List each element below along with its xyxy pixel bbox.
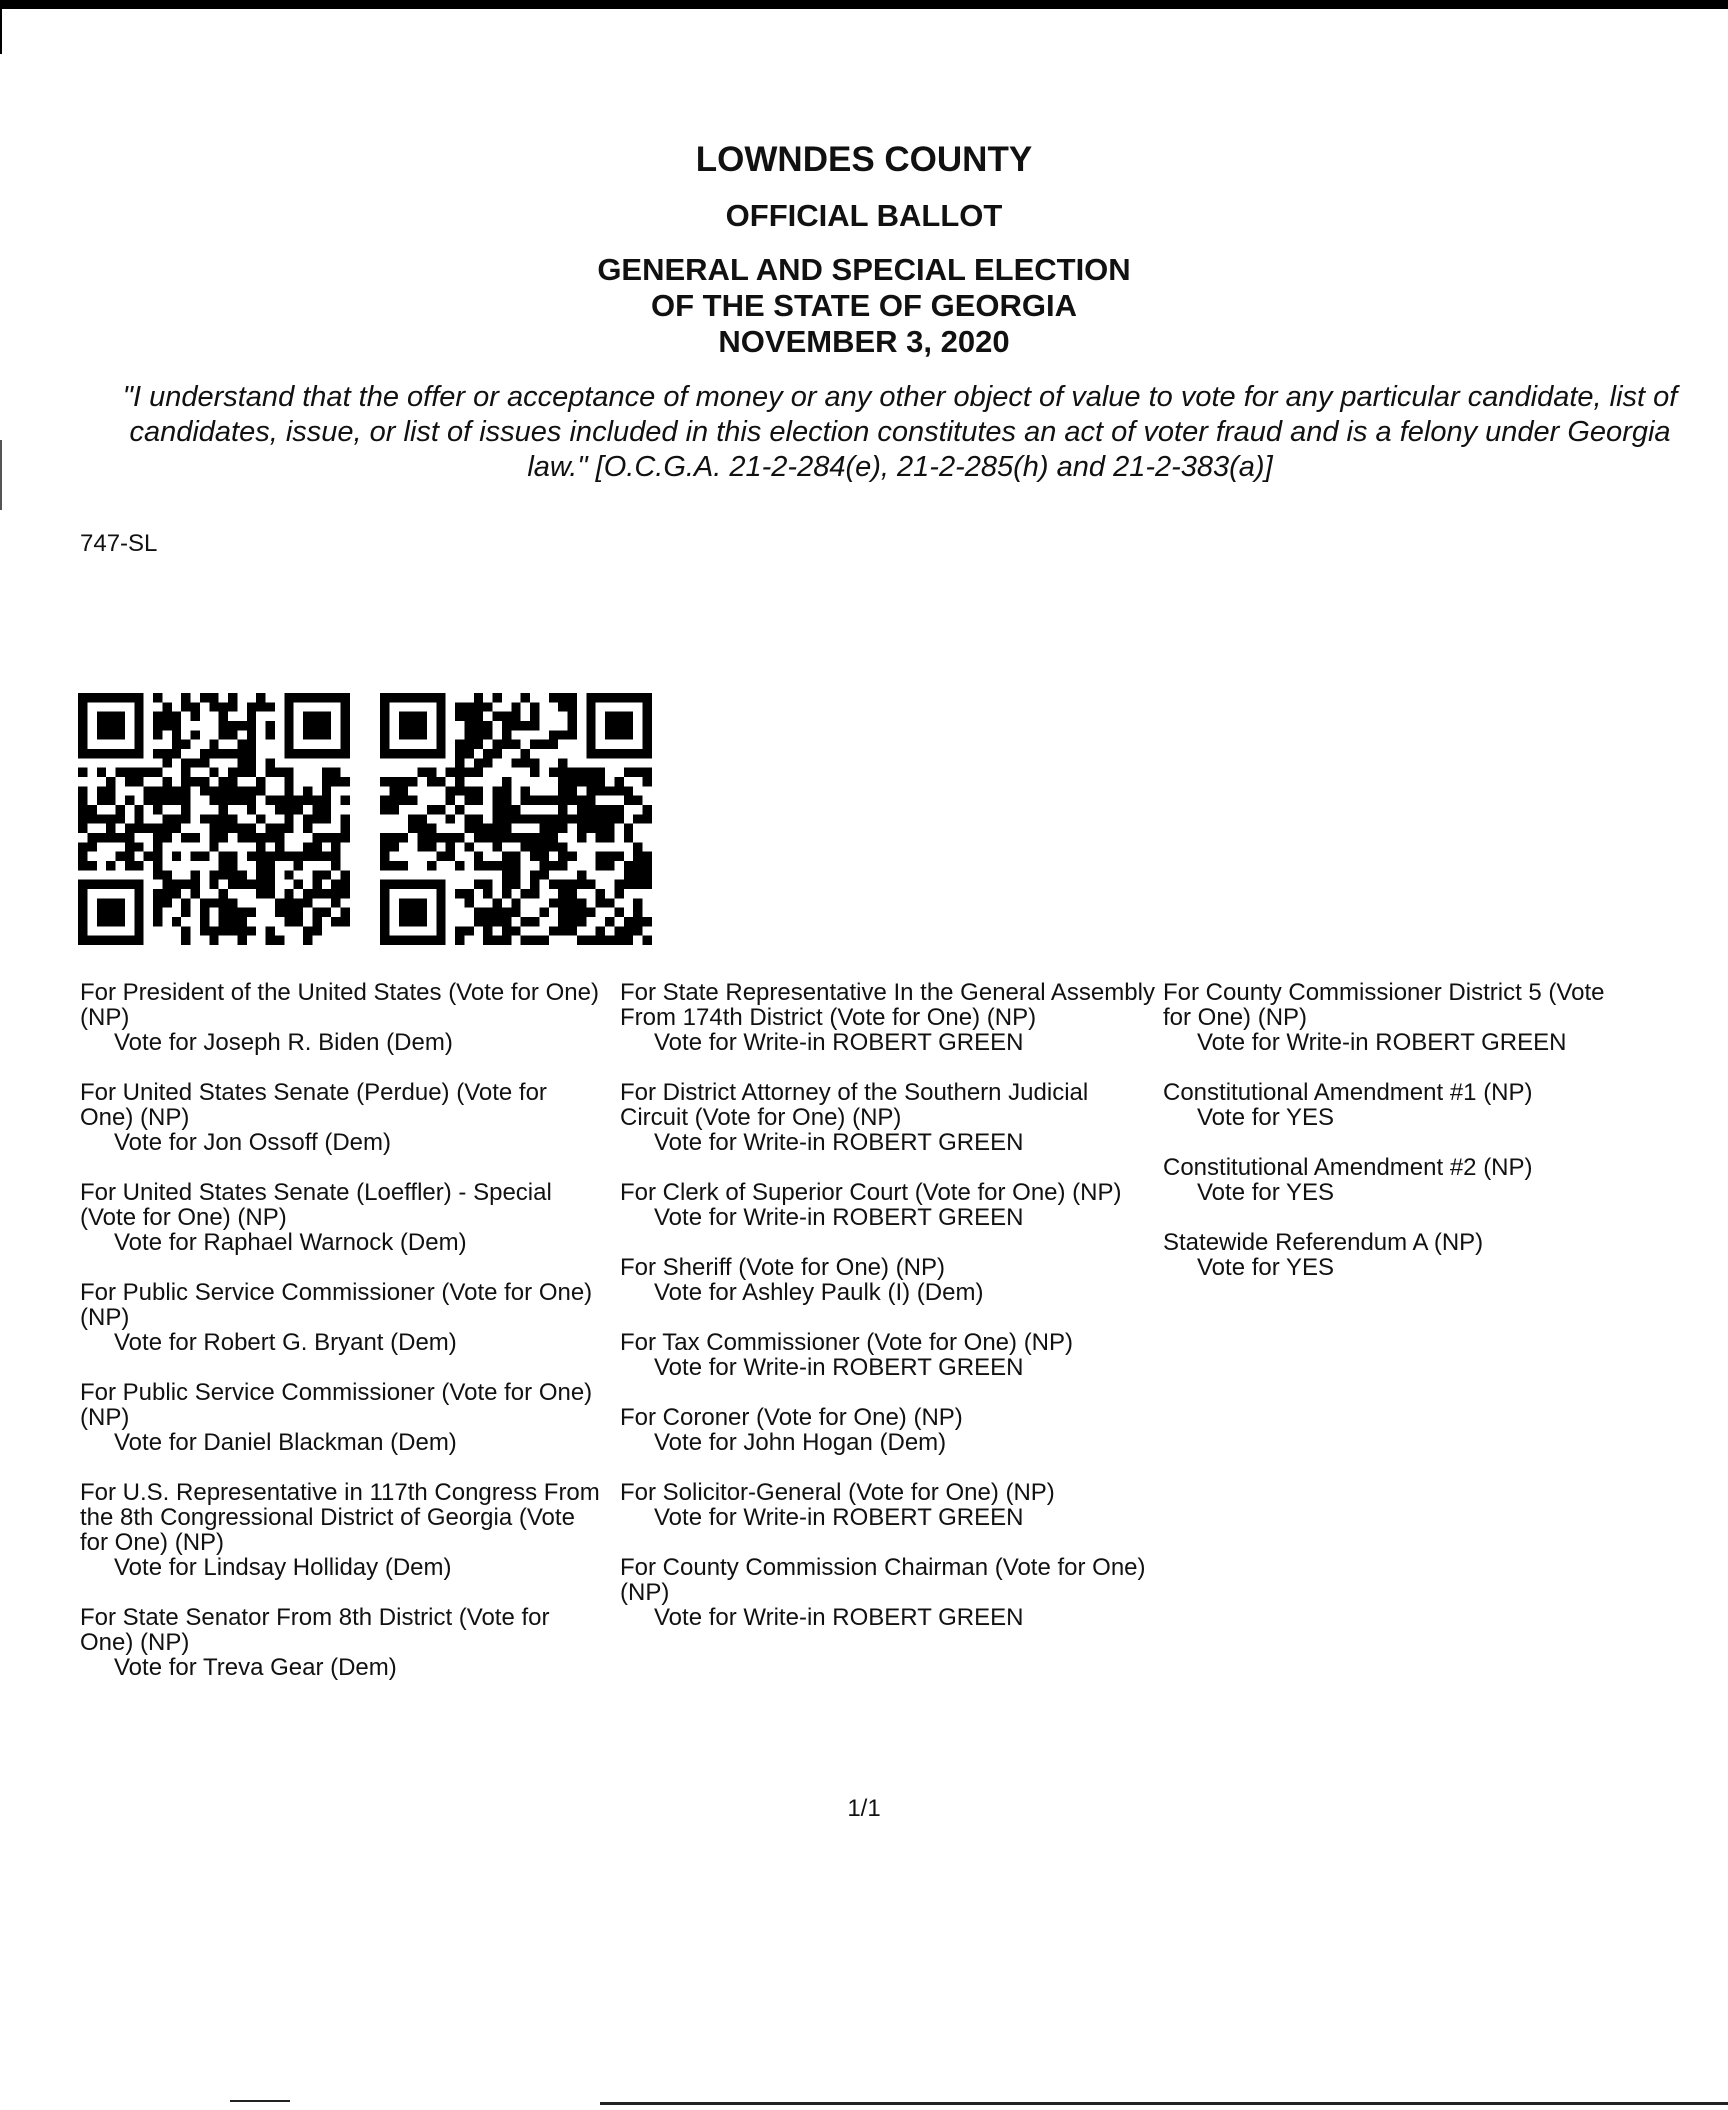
- contest-selection: Vote for Write-in ROBERT GREEN: [654, 1029, 1024, 1056]
- contest-selection: Vote for Daniel Blackman (Dem): [114, 1429, 457, 1456]
- contest-title: Constitutional Amendment #1 (NP): [1163, 1079, 1533, 1106]
- contest-title: For U.S. Representative in 117th Congress From the 8th Congressional District of Georgia (Vote for One) (NP): [80, 1479, 600, 1556]
- contest: [620, 1080, 1160, 1155]
- contest-title: For Tax Commissioner (Vote for One) (NP): [620, 1329, 1074, 1356]
- contest-selection: Vote for Jon Ossoff (Dem): [114, 1129, 391, 1156]
- contest-title: For State Senator From 8th District (Vote for One) (NP): [80, 1604, 550, 1656]
- contest: [1163, 1230, 1623, 1280]
- ballot-title: OFFICIAL BALLOT: [725, 198, 1003, 233]
- contest-title: Statewide Referendum A (NP): [1163, 1229, 1484, 1256]
- contest-title: For State Representative In the General Assembly From 174th District (Vote for One) (NP): [620, 979, 1155, 1031]
- contest: [80, 980, 600, 1055]
- election-title-line1: GENERAL AND SPECIAL ELECTION: [597, 252, 1131, 287]
- contest: [1163, 1155, 1623, 1205]
- contest: [620, 1255, 1160, 1305]
- ballot-style-code: 747-SL: [80, 530, 158, 557]
- contest-title: For United States Senate (Loeffler) - Special (Vote for One) (NP): [80, 1179, 552, 1231]
- voter-fraud-notice: "I understand that the offer or acceptance of money or any other object of value to vote for any particular candidate, list of candidates, issue, or list of issues included in this election constitutes an act of voter fraud and is a felony under Georgia law." [O.C.G.A. 21-2-284(e), 21-2-285(h) and 21-2-383(a)]: [122, 381, 1678, 483]
- contest-selection: Vote for YES: [1197, 1104, 1334, 1131]
- contest-title: For United States Senate (Perdue) (Vote for One) (NP): [80, 1079, 547, 1131]
- scan-border-left-lower: [0, 440, 2, 510]
- contest-title: For Public Service Commissioner (Vote for One) (NP): [80, 1379, 593, 1431]
- contest-title: For District Attorney of the Southern Judicial Circuit (Vote for One) (NP): [620, 1079, 1089, 1131]
- contest-selection: Vote for YES: [1197, 1254, 1334, 1281]
- contest: [80, 1480, 600, 1580]
- contest-column-3: [1163, 980, 1623, 1305]
- contest-title: For County Commissioner District 5 (Vote for One) (NP): [1163, 979, 1605, 1031]
- contest-selection: Vote for John Hogan (Dem): [654, 1429, 947, 1456]
- qr-code-1: [78, 693, 350, 945]
- contest-title: For Sheriff (Vote for One) (NP): [620, 1254, 945, 1281]
- contest-title: For Coroner (Vote for One) (NP): [620, 1404, 963, 1431]
- election-title: [0, 252, 1728, 360]
- contest-title: For Clerk of Superior Court (Vote for One) (NP): [620, 1179, 1122, 1206]
- contest: [80, 1380, 600, 1455]
- contest-selection: Vote for Lindsay Holliday (Dem): [114, 1554, 452, 1581]
- election-title-line2: OF THE STATE OF GEORGIA: [651, 288, 1077, 323]
- contest-selection: Vote for Write-in ROBERT GREEN: [654, 1604, 1024, 1631]
- contest: [80, 1180, 600, 1255]
- contest: [620, 1405, 1160, 1455]
- scan-mark-bottom: [230, 2100, 290, 2102]
- contest: [620, 1555, 1160, 1630]
- contest: [1163, 980, 1623, 1055]
- contest-selection: Vote for Write-in ROBERT GREEN: [654, 1129, 1024, 1156]
- contest: [620, 1330, 1160, 1380]
- contest-selection: Vote for Raphael Warnock (Dem): [114, 1229, 467, 1256]
- county-title: LOWNDES COUNTY: [695, 140, 1033, 179]
- contest-selection: Vote for Write-in ROBERT GREEN: [654, 1354, 1024, 1381]
- qr-code-2: [380, 693, 652, 945]
- election-date: NOVEMBER 3, 2020: [718, 324, 1010, 359]
- page-number: 1/1: [847, 1795, 881, 1822]
- contest: [620, 1480, 1160, 1530]
- contest: [620, 980, 1160, 1055]
- contest-column-1: [80, 980, 600, 1705]
- contest-selection: Vote for Write-in ROBERT GREEN: [1197, 1029, 1567, 1056]
- contest-title: For Public Service Commissioner (Vote for One) (NP): [80, 1279, 593, 1331]
- scan-border-top: [0, 0, 1728, 9]
- contest: [1163, 1080, 1623, 1130]
- contest-selection: Vote for Write-in ROBERT GREEN: [654, 1504, 1024, 1531]
- contest: [620, 1180, 1160, 1230]
- contest-title: For President of the United States (Vote for One) (NP): [80, 979, 599, 1031]
- contest-selection: Vote for Robert G. Bryant (Dem): [114, 1329, 457, 1356]
- contest-column-2: [620, 980, 1160, 1655]
- contest: [80, 1280, 600, 1355]
- contest-title: For Solicitor-General (Vote for One) (NP): [620, 1479, 1055, 1506]
- scan-border-left: [0, 9, 2, 54]
- contest: [80, 1080, 600, 1155]
- contest-selection: Vote for Joseph R. Biden (Dem): [114, 1029, 453, 1056]
- contest-selection: Vote for Ashley Paulk (I) (Dem): [654, 1279, 984, 1306]
- contest-title: Constitutional Amendment #2 (NP): [1163, 1154, 1533, 1181]
- contest-selection: Vote for Treva Gear (Dem): [114, 1654, 397, 1681]
- contest-selection: Vote for YES: [1197, 1179, 1334, 1206]
- contest-selection: Vote for Write-in ROBERT GREEN: [654, 1204, 1024, 1231]
- scan-border-bottom: [600, 2102, 1728, 2105]
- contest: [80, 1605, 600, 1680]
- contest-title: For County Commission Chairman (Vote for One) (NP): [620, 1554, 1146, 1606]
